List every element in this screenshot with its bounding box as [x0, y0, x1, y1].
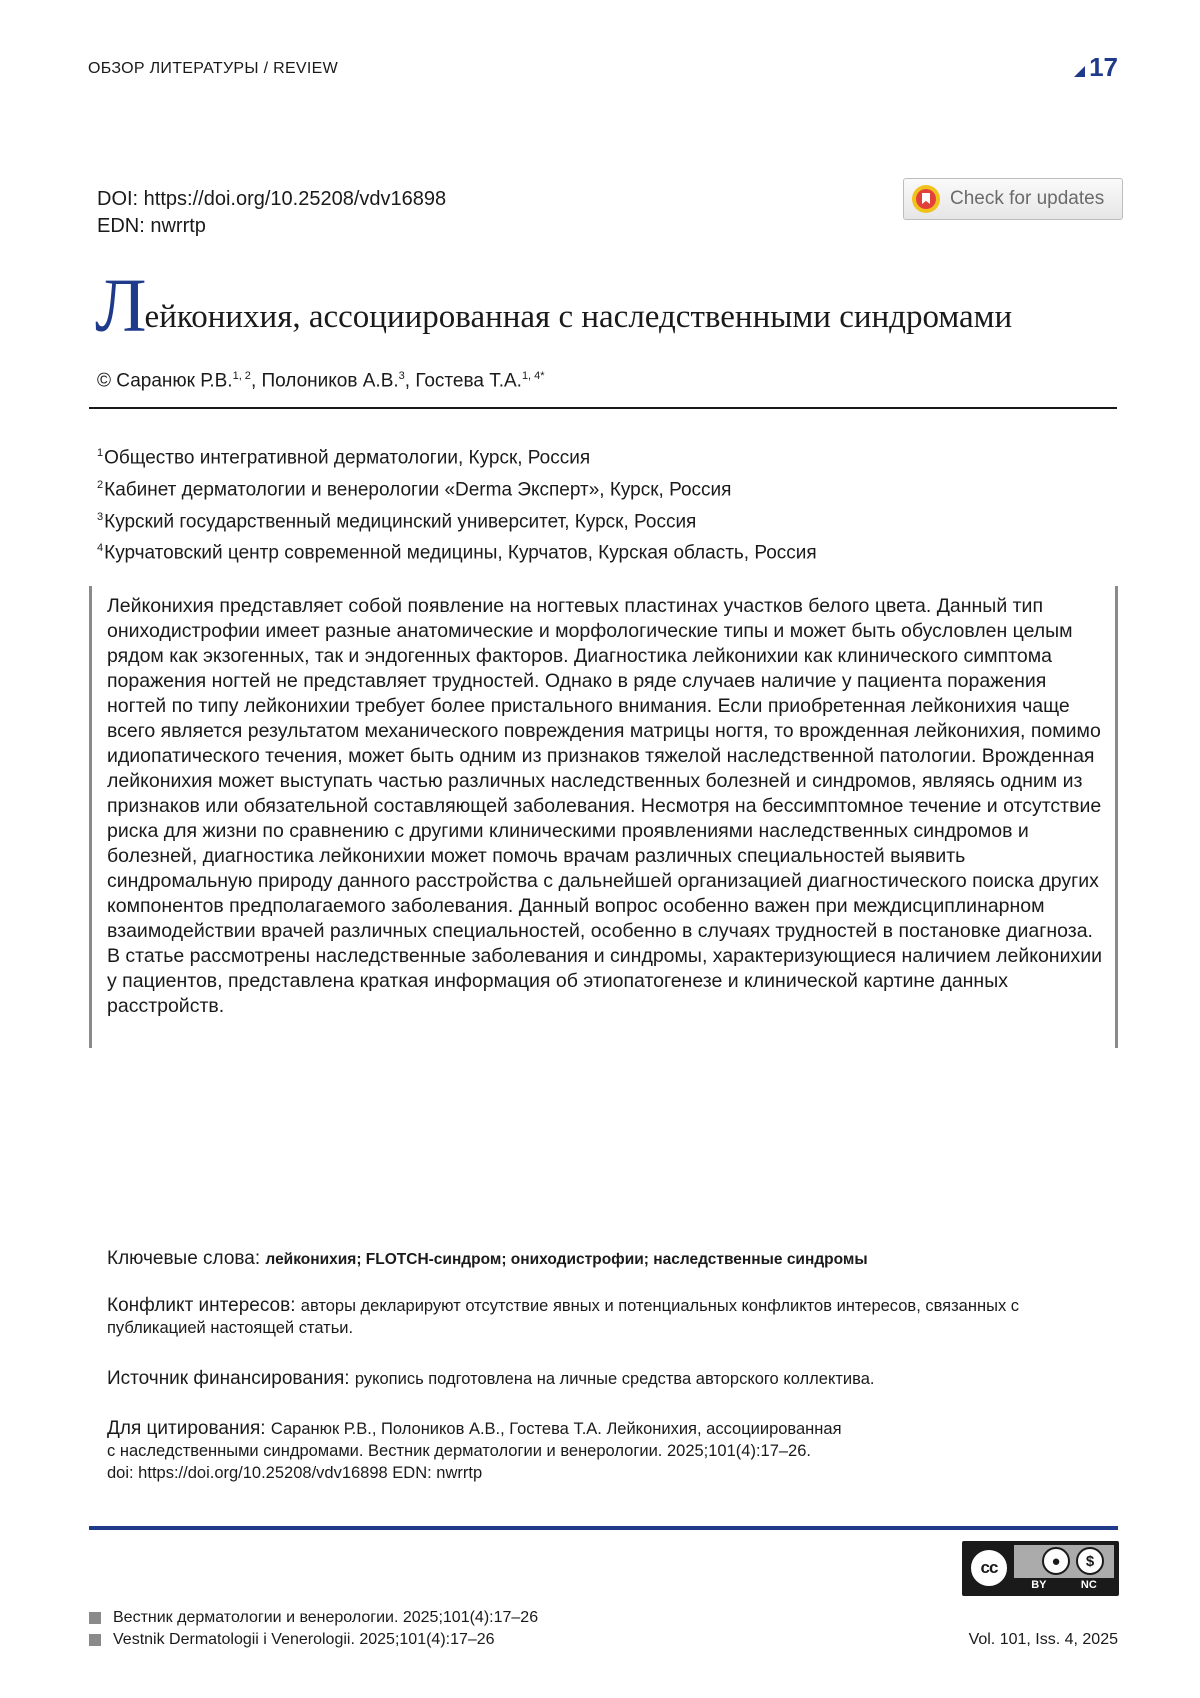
title-initial: Л: [95, 264, 147, 348]
attribution-icon: ●: [1042, 1547, 1070, 1575]
affiliation-item: [97, 504, 817, 536]
bookmark-icon: [912, 185, 940, 213]
check-for-updates-label: Check for updates: [950, 188, 1105, 209]
article-title: [95, 264, 1013, 348]
section-label: ОБЗОР ЛИТЕРАТУРЫ / REVIEW: [88, 60, 339, 77]
affiliation-item: [97, 472, 817, 504]
affiliation-item: [97, 440, 817, 472]
page-number-value: 17: [1089, 52, 1118, 82]
citation-label: Для цитирования:: [107, 1418, 271, 1439]
keywords-label: Ключевые слова:: [107, 1248, 266, 1269]
noncommercial-icon: $: [1076, 1547, 1104, 1575]
cc-icon: cc: [968, 1547, 1010, 1589]
page-number: [1074, 52, 1118, 83]
edn-line: EDN: nwrrtp: [97, 215, 206, 237]
affiliation-text: Курский государственный медицинский университет, Курск, Россия: [104, 510, 697, 532]
title-rest: ейконихия, ассоциированная с наследственными синдромами: [144, 299, 1013, 335]
footer-ru-text: Вестник дерматологии и венерологии. 2025;101(4):17–26: [113, 1609, 539, 1626]
footer-journal-en: [89, 1631, 495, 1649]
conflict-text: авторы декларируют отсутствие явных и потенциальных конфликтов интересов, связанных с публикацией настоящей статьи.: [107, 1297, 1020, 1337]
funding-label: Источник финансирования:: [107, 1368, 355, 1389]
cc-nc-label: NC: [1080, 1579, 1097, 1591]
author-1: Саранюк Р.В.: [116, 370, 233, 392]
authors: [97, 370, 545, 392]
footer-journal-ru: [89, 1609, 538, 1627]
conflict-of-interest: [107, 1295, 1107, 1339]
affiliation-num: 4: [97, 542, 104, 555]
author-3: , Гостева Т.А.: [404, 370, 522, 392]
keywords-values: лейконихия; FLOTCH-синдром; ониходистрофии; наследственные синдромы: [265, 1251, 868, 1268]
funding-text: рукопись подготовлена на личные средства авторского коллектива.: [354, 1370, 875, 1388]
footer-volume: Vol. 101, Iss. 4, 2025: [968, 1631, 1118, 1648]
citation-line-3[interactable]: doi: https://doi.org/10.25208/vdv16898 EDN: nwrrtp: [107, 1464, 483, 1482]
footer-en-text: Vestnik Dermatologii i Venerologii. 2025;101(4):17–26: [113, 1631, 495, 1648]
affiliation-text: Курчатовский центр современной медицины, Курчатов, Курская область, Россия: [104, 542, 817, 564]
author-1-affil: 1, 2: [232, 370, 251, 382]
author-2: , Полоников А.В.: [250, 370, 399, 392]
citation: [107, 1418, 1107, 1484]
abstract-text: Лейконихия представляет собой появление на ногтевых пластинах участков белого цвета. Данный тип ониходистрофии имеет разные анатомические и морфологические типы и может быть обусловлен целым рядом как экзогенных, так и эндогенных факторов. Диагностика лейконихии как клинического симптома поражения ногтей не представляет трудностей. Однако в ряде случаев наличие у пациента поражения ногтей по типу лейконихии требует более пристального внимания. Если приобретенная лейконихия чаще всего является результатом механического повреждения матрицы ногтя, то врожденная лейконихия, помимо идиопатического течения, может быть одним из признаков тяжелой наследственной патологии. Врожденная лейконихия может выступать частью различных наследственных болезней и синдромов, являясь одним из признаков или обязательной составляющей заболевания. Несмотря на бессимптомное течение и отсутствие риска для жизни по сравнению с другими клиническими проявлениями наследственных синдромов и болезней, диагностика лейконихии может помочь врачам различных специальностей выявить синдромальную природу данного расстройства с дальнейшей организацией диагностического поиска других компонентов предполагаемого заболевания. Данный вопрос особенно важен при междисциплинарном взаимодействии врачей различных специальностей, особенно в случаях трудностей в постановке диагноза. В статье рассмотрены наследственные заболевания и синдромы, характеризующиеся наличием лейконихии у пациентов, представлена краткая информация об этиопатогенезе и клинической картине данных расстройств.: [107, 595, 1103, 1017]
divider: [89, 407, 1117, 409]
square-bullet-icon: [89, 1612, 101, 1624]
citation-line-1: Саранюк Р.В., Полоников А.В., Гостева Т.А. Лейконихия, ассоциированная: [270, 1420, 842, 1438]
copyright-mark: ©: [97, 370, 117, 392]
author-2-affil: 3: [398, 370, 405, 382]
check-for-updates-button[interactable]: [903, 178, 1123, 220]
author-3-affil: 1, 4*: [521, 370, 545, 382]
affiliation-text: Кабинет дерматологии и венерологии «Derma Эксперт», Курск, Россия: [104, 479, 732, 501]
cc-by-label: BY: [1031, 1579, 1047, 1591]
affiliations: [97, 440, 817, 567]
affiliation-item: [97, 535, 817, 567]
article-identifiers: [97, 186, 446, 240]
square-bullet-icon: [89, 1634, 101, 1646]
affiliation-text: Общество интегративной дерматологии, Курск, Россия: [104, 447, 591, 469]
affiliation-num: 3: [97, 510, 104, 523]
conflict-label: Конфликт интересов:: [107, 1295, 301, 1316]
keywords: [107, 1248, 1107, 1271]
triangle-icon: [1074, 66, 1085, 77]
citation-line-2: с наследственными синдромами. Вестник дерматологии и венерологии. 2025;101(4):17–26.: [107, 1442, 811, 1460]
affiliation-num: 1: [97, 447, 104, 459]
affiliation-num: 2: [97, 478, 104, 491]
doi-line[interactable]: DOI: https://doi.org/10.25208/vdv16898: [97, 188, 447, 210]
cc-labels: [1014, 1579, 1114, 1593]
cc-license-badge[interactable]: [962, 1541, 1119, 1596]
footer-divider: [89, 1526, 1118, 1530]
funding: [107, 1368, 1107, 1390]
